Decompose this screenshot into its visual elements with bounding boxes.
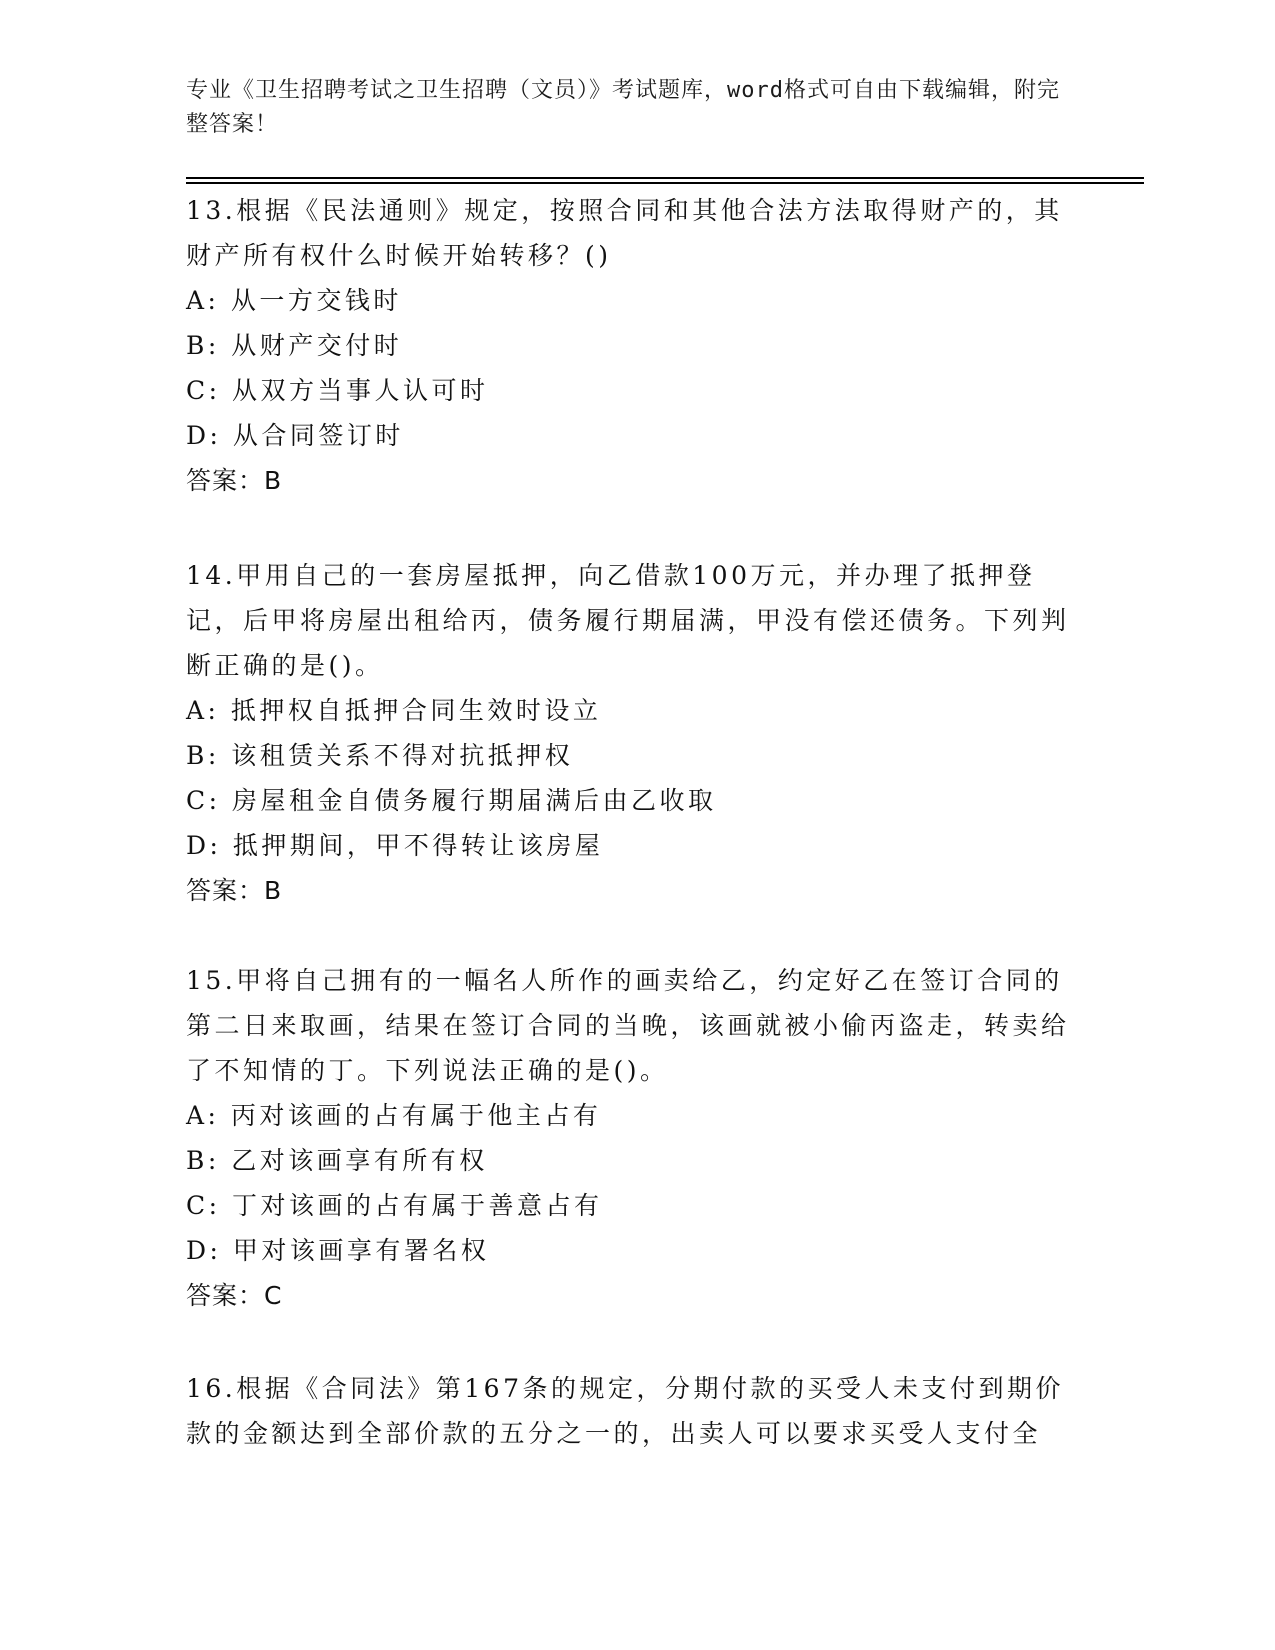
document-header: 专业《卫生招聘考试之卫生招聘（文员）》考试题库，word格式可自由下载编辑，附完整答案！ (186, 78, 1060, 137)
option-b: B: 从财产交付时 (186, 331, 403, 360)
option-a: A: 丙对该画的占有属于他主占有 (186, 1101, 602, 1130)
option-d: D: 抵押期间，甲不得转让该房屋 (186, 831, 604, 860)
option-a: A: 从一方交钱时 (186, 286, 402, 315)
option-a: A: 抵押权自抵押合同生效时设立 (186, 696, 602, 725)
answer-line: 答案：B (186, 876, 283, 905)
option-b: B: 该租赁关系不得对抗抵押权 (186, 741, 574, 770)
question-text: 13.根据《民法通则》规定，按照合同和其他合法方法取得财产的，其财产所有权什么时候开始转移？() (186, 196, 1063, 270)
question-text: 15.甲将自己拥有的一幅名人所作的画卖给乙，约定好乙在签订合同的第二日来取画，结果在签订合同的当晚，该画就被小偷丙盗走，转卖给了不知情的丁。下列说法正确的是()。 (186, 966, 1070, 1085)
answer-line: 答案：C (186, 1281, 283, 1310)
option-c: C: 从双方当事人认可时 (186, 376, 489, 405)
question-text: 14.甲用自己的一套房屋抵押，向乙借款100万元，并办理了抵押登记，后甲将房屋出租给丙，债务履行期届满，甲没有偿还债务。下列判断正确的是()。 (186, 561, 1070, 680)
option-c: C: 丁对该画的占有属于善意占有 (186, 1191, 603, 1220)
question-14 (186, 553, 1086, 913)
option-d: D: 甲对该画享有署名权 (186, 1236, 490, 1265)
question-16 (186, 1366, 1086, 1456)
option-b: B: 乙对该画享有所有权 (186, 1146, 488, 1175)
header-divider-bottom (186, 182, 1144, 184)
option-c: C: 房屋租金自债务履行期届满后由乙收取 (186, 786, 717, 815)
question-text: 16.根据《合同法》第167条的规定，分期付款的买受人未支付到期价款的金额达到全部价款的五分之一的，出卖人可以要求买受人支付全 (186, 1374, 1064, 1448)
option-d: D: 从合同签订时 (186, 421, 404, 450)
answer-line: 答案：B (186, 466, 283, 495)
question-15 (186, 958, 1086, 1318)
header-divider-top (186, 177, 1144, 179)
question-13 (186, 188, 1086, 503)
